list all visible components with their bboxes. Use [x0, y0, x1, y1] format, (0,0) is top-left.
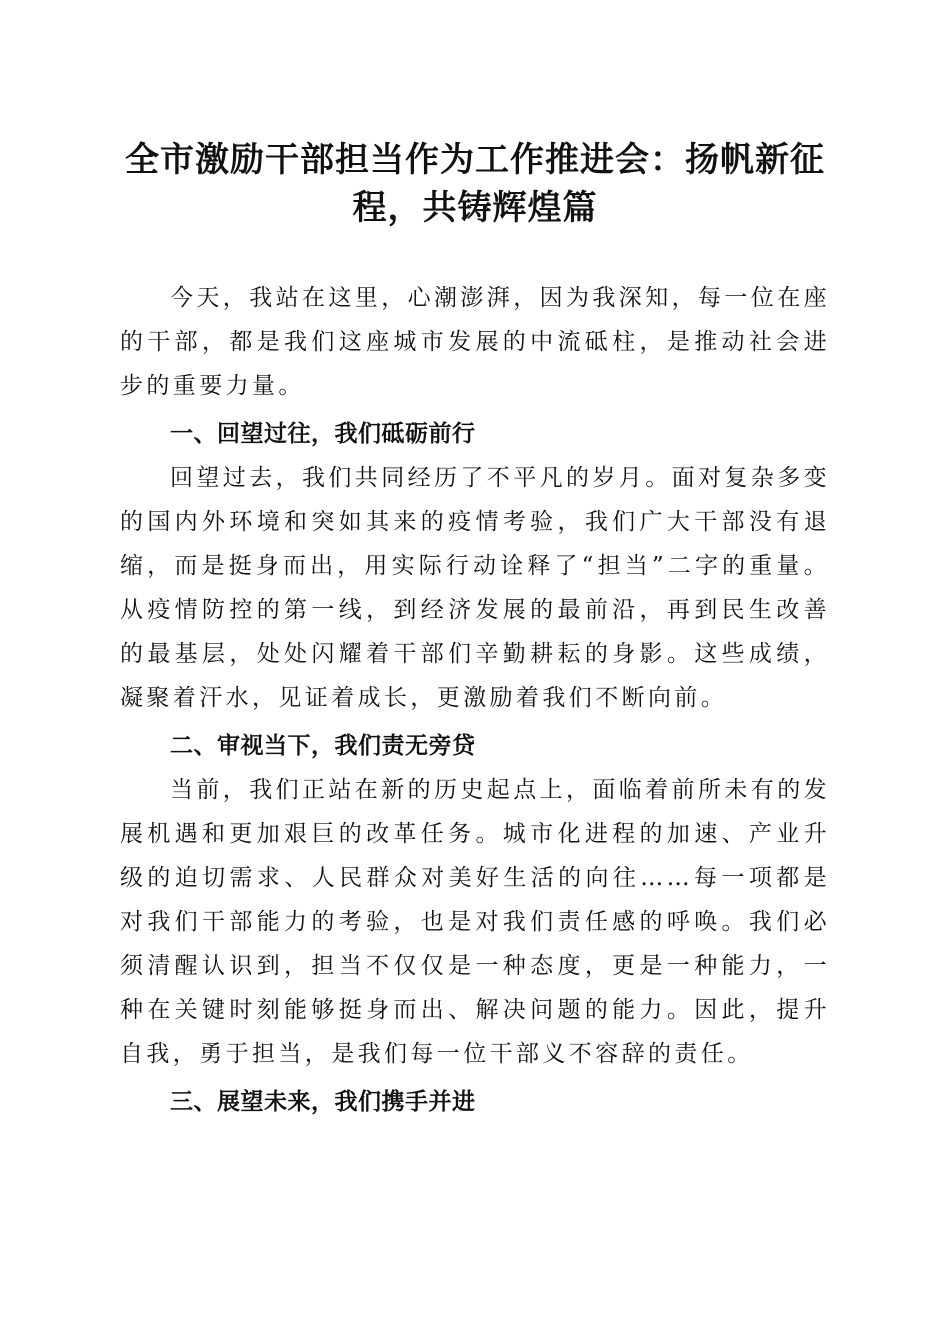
document-body [120, 276, 830, 1124]
intro-paragraph: 今天，我站在这里，心潮澎湃，因为我深知，每一位在座的干部，都是我们这座城市发展的中流砥柱，是推动社会进步的重要力量。 [120, 285, 830, 399]
section-2-heading: 二、审视当下，我们责无旁贷 [170, 733, 476, 759]
section-1-heading: 一、回望过往，我们砥砺前行 [170, 421, 476, 447]
section-2-paragraph: 当前，我们正站在新的历史起点上，面临着前所未有的发展机遇和更加艰巨的改革任务。城市化进程的加速、产业升级的迫切需求、人民群众对美好生活的向往……每一项都是对我们干部能力的考验，也是对我们责任感的呼唤。我们必须清醒认识到，担当不仅仅是一种态度，更是一种能力，一种在关键时刻能够挺身而出、解决问题的能力。因此，提升自我，勇于担当，是我们每一位干部义不容辞的责任。 [120, 777, 830, 1067]
document-title: 全市激励干部担当作为工作推进会：扬帆新征程，共铸辉煌篇 [125, 140, 825, 228]
section-1-paragraph: 回望过去，我们共同经历了不平凡的岁月。面对复杂多变的国内外环境和突如其来的疫情考验，我们广大干部没有退缩，而是挺身而出，用实际行动诠释了“担当”二字的重量。从疫情防控的第一线，到经济发展的最前沿，再到民生改善的最基层，处处闪耀着干部们辛勤耕耘的身影。这些成绩，凝聚着汗水，见证着成长，更激励着我们不断向前。 [120, 465, 830, 711]
section-3-heading: 三、展望未来，我们携手并进 [170, 1089, 476, 1115]
